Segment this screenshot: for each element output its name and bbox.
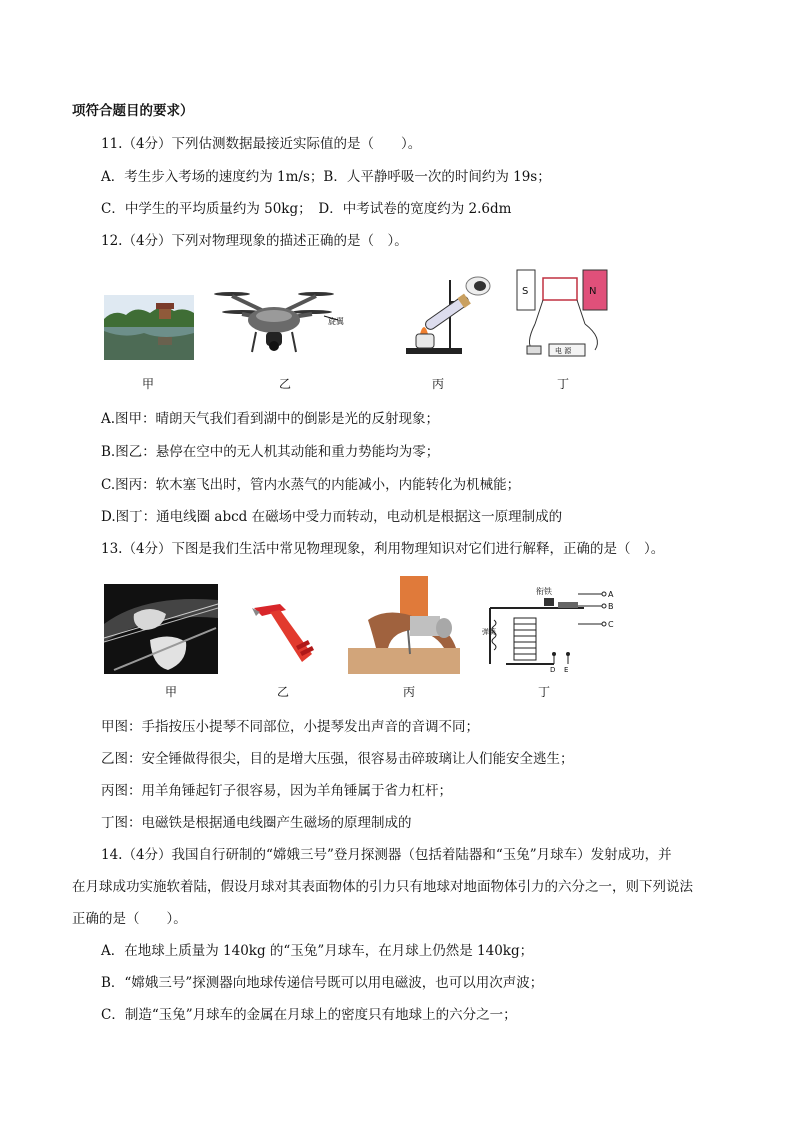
- electromagnetic-relay-diagram: [484, 584, 616, 674]
- q12-caption-jia: 甲: [141, 377, 154, 391]
- q12-option-a: A.图甲：晴朗天气我们看到湖中的倒影是光的反射现象；: [101, 411, 440, 427]
- q11-options-ab: A．考生步入考场的速度约为 1m/s；B．人平静呼吸一次的时间约为 19s；: [101, 169, 551, 185]
- q13-item-ding: 丁图：电磁铁是根据通电线圈产生磁场的原理制成的: [101, 815, 412, 831]
- terminal-b-label: B: [608, 602, 614, 611]
- drone-image: [212, 288, 352, 358]
- safety-hammer-image: [250, 600, 322, 666]
- section-header: 项符合题目的要求）: [72, 103, 194, 119]
- claw-hammer-image: [348, 576, 460, 674]
- drone-rotor-label: 旋翼: [328, 317, 344, 326]
- motor-coil-apparatus-image: [515, 266, 615, 361]
- spring-label: 弹簧: [482, 628, 496, 636]
- q13-caption-ding: 丁: [537, 685, 550, 699]
- magnet-n-label: N: [589, 286, 597, 297]
- q14-stem-line2: 在月球成功实施软着陆，假设月球对其表面物体的引力只有地球对地面物体引力的六分之一，则下列说法: [72, 879, 693, 895]
- q14-stem-line1: 14.（4分）我国自行研制的“嫦娥三号”登月探测器（包括着陆器和“玉兔”月球车）发射成功，并: [101, 847, 672, 863]
- q12-option-b: B.图乙：悬停在空中的无人机其动能和重力势能均为零；: [101, 444, 440, 460]
- test-tube-apparatus-image: [400, 272, 500, 357]
- q11-stem: 11.（4分）下列估测数据最接近实际值的是（ ）。: [101, 136, 422, 152]
- q14-option-c: C．制造“玉兔”月球车的金属在月球上的密度只有地球上的六分之一；: [101, 1007, 517, 1023]
- q13-caption-jia: 甲: [164, 685, 177, 699]
- q13-item-jia: 甲图：手指按压小提琴不同部位，小提琴发出声音的音调不同；: [101, 719, 479, 735]
- terminal-d-label: D: [550, 666, 556, 674]
- terminal-a-label: A: [608, 590, 614, 599]
- violin-image: [104, 584, 218, 674]
- magnet-s-label: S: [522, 286, 529, 297]
- q14-stem-line3: 正确的是（ ）。: [72, 911, 187, 927]
- q12-option-c: C.图丙：软木塞飞出时，管内水蒸气的内能减小，内能转化为机械能；: [101, 477, 521, 493]
- q14-option-a: A．在地球上质量为 140kg 的“玉兔”月球车，在月球上仍然是 140kg；: [101, 943, 534, 959]
- q14-option-b: B．“嫦娥三号”探测器向地球传递信号既可以用电磁波，也可以用次声波；: [101, 975, 544, 991]
- q12-option-d: D.图丁：通电线圈 abcd 在磁场中受力而转动，电动机是根据这一原理制成的: [101, 509, 563, 525]
- power-label: 电 源: [555, 347, 572, 355]
- q13-item-bing: 丙图：用羊角锤起钉子很容易，因为羊角锤属于省力杠杆；: [101, 783, 452, 799]
- q12-caption-ding: 丁: [556, 377, 569, 391]
- q13-caption-yi: 乙: [276, 685, 289, 699]
- q13-item-yi: 乙图：安全锤做得很尖，目的是增大压强，很容易击碎玻璃让人们能安全逃生；: [101, 751, 574, 767]
- q12-stem: 12.（4分）下列对物理现象的描述正确的是（ ）。: [101, 233, 408, 249]
- q12-caption-bing: 丙: [431, 377, 444, 391]
- q13-caption-bing: 丙: [402, 685, 415, 699]
- terminal-c-label: C: [608, 620, 614, 629]
- q11-options-cd: C．中学生的平均质量约为 50kg； D．中考试卷的宽度约为 2.6dm: [101, 201, 512, 217]
- lake-reflection-image: [104, 295, 194, 360]
- terminal-e-label: E: [564, 666, 569, 674]
- armature-label: 衔铁: [536, 587, 552, 596]
- q12-caption-yi: 乙: [278, 377, 291, 391]
- q13-stem: 13.（4分）下图是我们生活中常见物理现象，利用物理知识对它们进行解释，正确的是（ ）。: [101, 541, 665, 557]
